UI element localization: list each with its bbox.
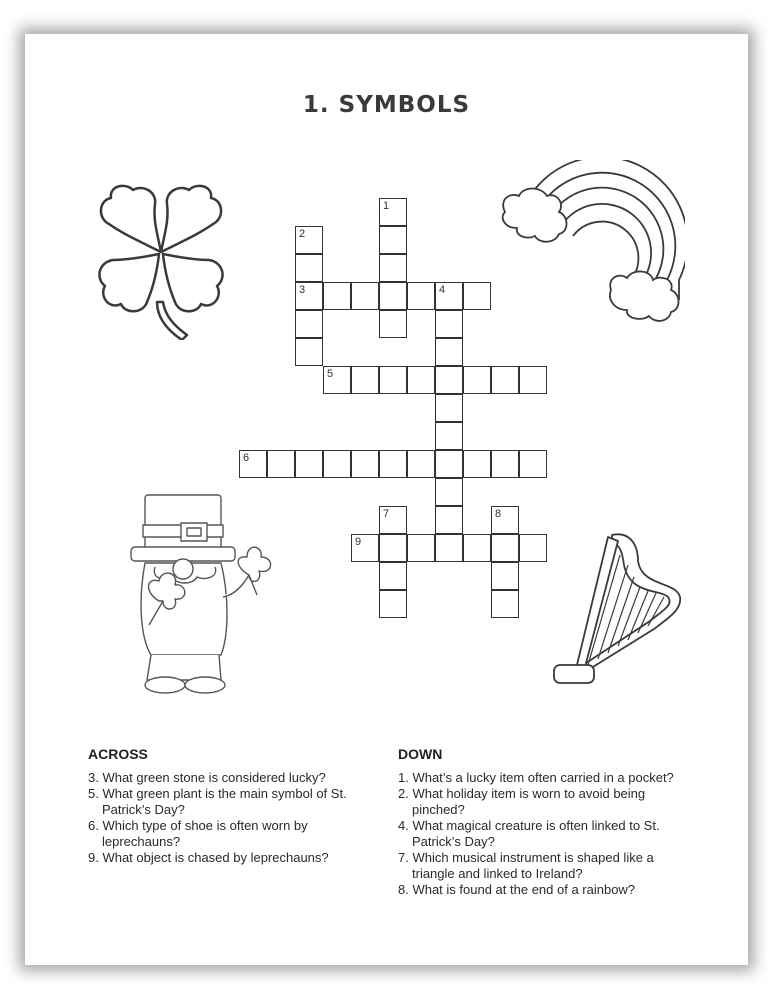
clue-number: 3 bbox=[299, 284, 306, 296]
crossword-cell[interactable] bbox=[379, 450, 407, 478]
crossword-cell[interactable] bbox=[295, 254, 323, 282]
crossword-cell[interactable] bbox=[295, 310, 323, 338]
crossword-cell[interactable] bbox=[435, 282, 463, 310]
crossword-cell[interactable] bbox=[491, 366, 519, 394]
crossword-cell[interactable] bbox=[239, 450, 267, 478]
down-clue: 4. What magical creature is often linked to St. Patrick’s Day? bbox=[398, 818, 660, 849]
clue-number: 8 bbox=[495, 508, 502, 520]
crossword-cell[interactable] bbox=[491, 450, 519, 478]
across-clue: 6. Which type of shoe is often worn by leprechauns? bbox=[88, 818, 308, 849]
clue-number: 1 bbox=[383, 200, 390, 212]
across-clue: 9. What object is chased by leprechauns? bbox=[88, 850, 329, 865]
crossword-cell[interactable] bbox=[267, 450, 295, 478]
down-clues bbox=[398, 746, 693, 898]
crossword-cell[interactable] bbox=[435, 506, 463, 534]
crossword-cell[interactable] bbox=[379, 534, 407, 562]
crossword-cell[interactable] bbox=[379, 254, 407, 282]
crossword-cell[interactable] bbox=[379, 198, 407, 226]
crossword-cell[interactable] bbox=[407, 534, 435, 562]
crossword-cell[interactable] bbox=[295, 282, 323, 310]
crossword-cell[interactable] bbox=[407, 450, 435, 478]
crossword-cell[interactable] bbox=[435, 394, 463, 422]
crossword-cell[interactable] bbox=[351, 534, 379, 562]
crossword-cell[interactable] bbox=[379, 590, 407, 618]
crossword-cell[interactable] bbox=[463, 282, 491, 310]
crossword-cell[interactable] bbox=[491, 562, 519, 590]
clue-number: 5 bbox=[327, 368, 334, 380]
crossword-cell[interactable] bbox=[351, 450, 379, 478]
across-heading: ACROSS bbox=[88, 746, 148, 762]
crossword-cell[interactable] bbox=[463, 534, 491, 562]
down-heading: DOWN bbox=[398, 746, 443, 762]
down-clue: 8. What is found at the end of a rainbow? bbox=[398, 882, 636, 897]
clue-number: 4 bbox=[439, 284, 446, 296]
crossword-cell[interactable] bbox=[519, 534, 547, 562]
crossword-cell[interactable] bbox=[379, 226, 407, 254]
clue-number: 9 bbox=[355, 536, 362, 548]
harp-icon bbox=[550, 525, 685, 690]
crossword-cell[interactable] bbox=[463, 450, 491, 478]
across-clue: 5. What green plant is the main symbol of St. Patrick’s Day? bbox=[88, 786, 347, 817]
crossword-cell[interactable] bbox=[519, 450, 547, 478]
crossword-cell[interactable] bbox=[295, 226, 323, 254]
crossword-cell[interactable] bbox=[379, 310, 407, 338]
clue-number: 2 bbox=[299, 228, 306, 240]
across-clue: 3. What green stone is considered lucky? bbox=[88, 770, 326, 785]
crossword-cell[interactable] bbox=[435, 478, 463, 506]
crossword-grid bbox=[239, 198, 547, 618]
crossword-cell[interactable] bbox=[323, 282, 351, 310]
clue-number: 6 bbox=[243, 452, 250, 464]
crossword-cell[interactable] bbox=[379, 366, 407, 394]
down-clue: 2. What holiday item is worn to avoid being pinched? bbox=[398, 786, 646, 817]
crossword-cell[interactable] bbox=[491, 534, 519, 562]
crossword-cell[interactable] bbox=[435, 338, 463, 366]
crossword-cell[interactable] bbox=[407, 282, 435, 310]
crossword-cell[interactable] bbox=[519, 366, 547, 394]
crossword-cell[interactable] bbox=[351, 282, 379, 310]
down-clue: 1. What’s a lucky item often carried in a pocket? bbox=[398, 770, 674, 785]
crossword-cell[interactable] bbox=[435, 366, 463, 394]
crossword-cell[interactable] bbox=[323, 366, 351, 394]
crossword-cell[interactable] bbox=[491, 506, 519, 534]
crossword-cell[interactable] bbox=[351, 366, 379, 394]
page-title: 1. SYMBOLS bbox=[302, 92, 471, 118]
crossword-cell[interactable] bbox=[379, 282, 407, 310]
crossword-cell[interactable] bbox=[435, 534, 463, 562]
crossword-cell[interactable] bbox=[435, 310, 463, 338]
crossword-cell[interactable] bbox=[295, 338, 323, 366]
crossword-cell[interactable] bbox=[435, 450, 463, 478]
crossword-cell[interactable] bbox=[379, 506, 407, 534]
crossword-cell[interactable] bbox=[435, 422, 463, 450]
four-leaf-clover-icon bbox=[95, 180, 225, 340]
clue-number: 7 bbox=[383, 508, 390, 520]
crossword-cell[interactable] bbox=[379, 562, 407, 590]
crossword-cell[interactable] bbox=[491, 590, 519, 618]
down-clue: 7. Which musical instrument is shaped like a triangle and linked to Ireland? bbox=[398, 850, 654, 881]
crossword-cell[interactable] bbox=[407, 366, 435, 394]
crossword-cell[interactable] bbox=[295, 450, 323, 478]
crossword-cell[interactable] bbox=[463, 366, 491, 394]
crossword-cell[interactable] bbox=[323, 450, 351, 478]
across-clues bbox=[88, 746, 378, 866]
